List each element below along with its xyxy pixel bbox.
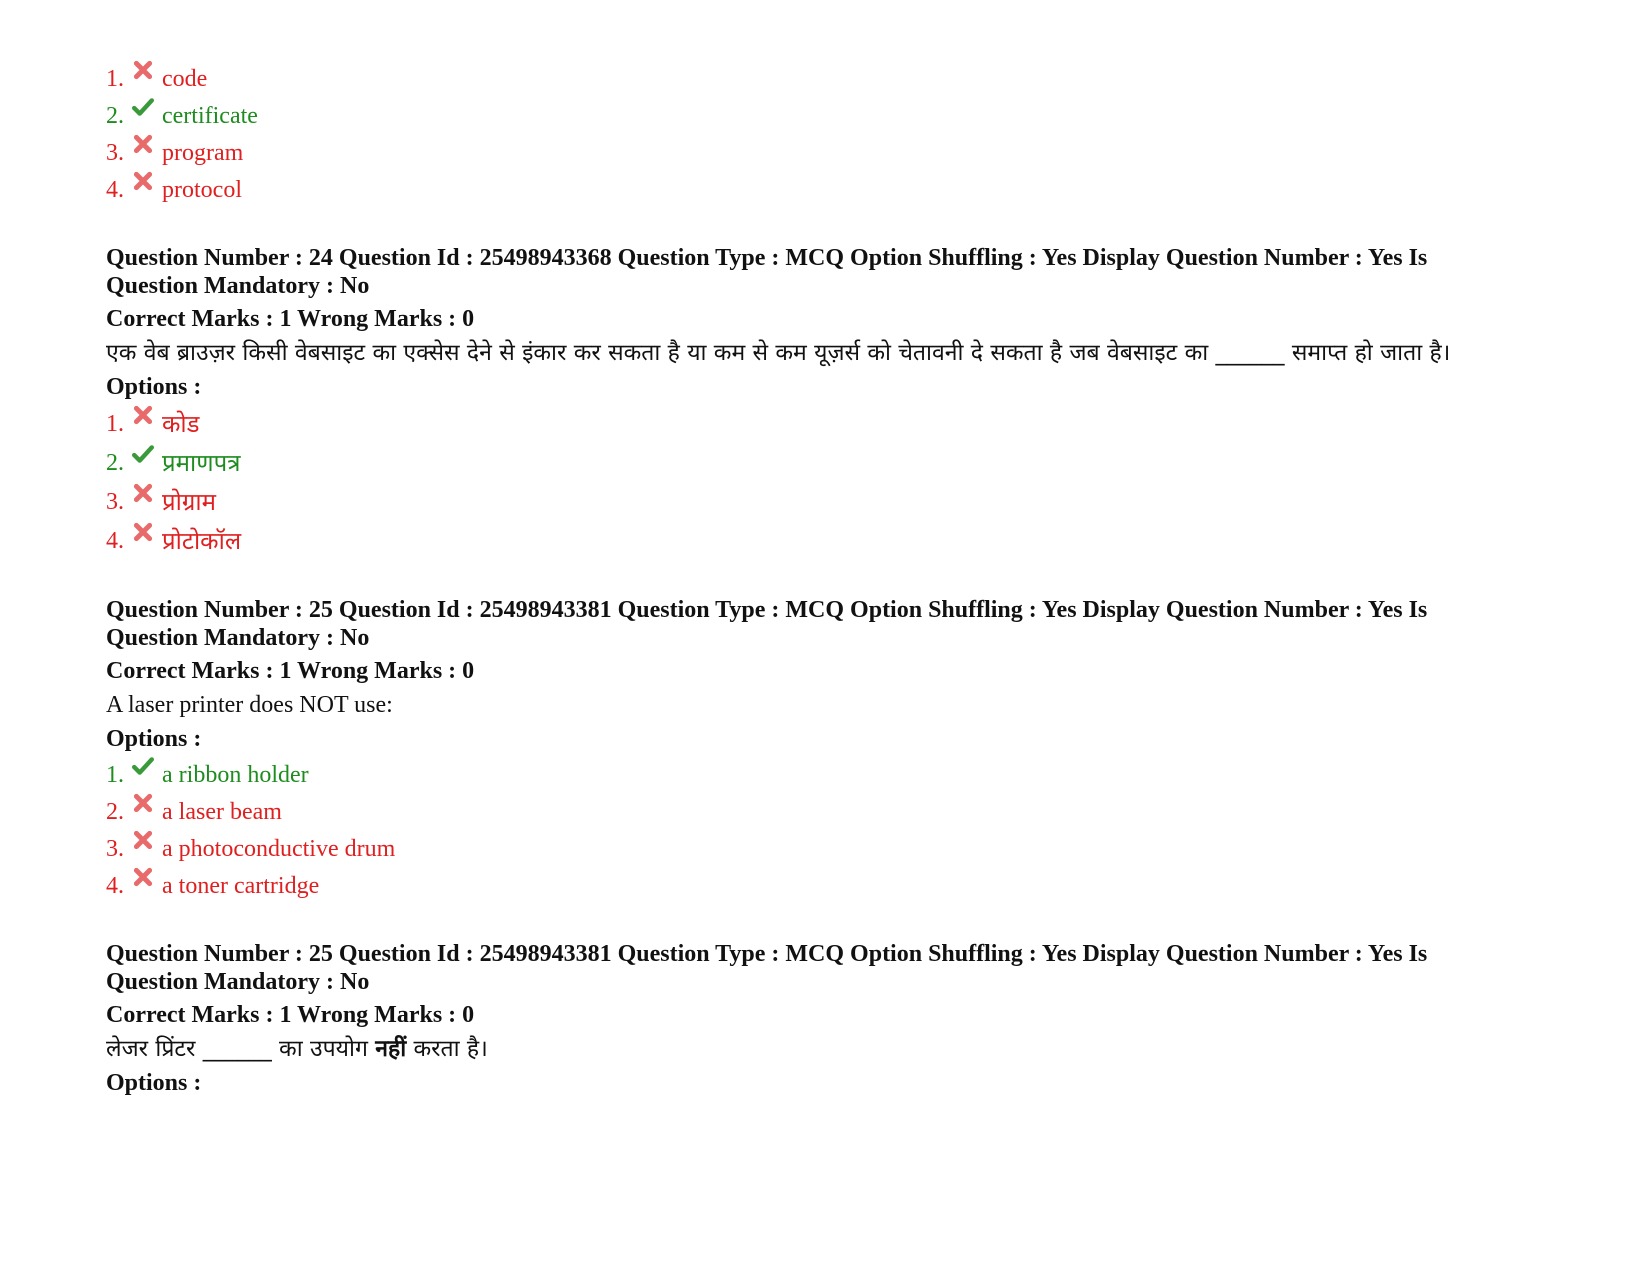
question-25-english [106, 596, 1566, 904]
question-marks: Correct Marks : 1 Wrong Marks : 0 [106, 1002, 475, 1028]
question-25-hindi [106, 940, 1566, 1098]
option-text: certificate [162, 102, 258, 129]
q23-options [106, 60, 1566, 208]
option-text: a ribbon holder [162, 761, 309, 788]
options-label: Options : [106, 374, 202, 400]
question-text-before: एक वेब ब्राउज़र किसी वेबसाइट का एक्सेस देने से इंकार कर सकता है या कम से कम यूज़र्स को चेतावनी दे सकता है जब वेबसाइट का [106, 340, 1209, 366]
option-text: a toner cartridge [162, 872, 320, 899]
cross-icon [132, 521, 162, 549]
question-text-after: समाप्त हो जाता है। [1291, 340, 1451, 366]
option-item [106, 867, 1566, 904]
option-item [106, 482, 1566, 521]
question-text [106, 337, 1546, 369]
option-item [106, 404, 1566, 443]
question-meta: Question Number : 25 Question Id : 25498943381 Question Type : MCQ Option Shuffling : Yes Display Question Number : Yes Is Question Mandatory : No [106, 941, 1428, 995]
question-text-after: करता है। [413, 1036, 488, 1062]
option-number: 2. [106, 449, 124, 476]
option-item [106, 134, 1566, 171]
option-item [106, 171, 1566, 208]
option-text: प्रोटोकॉल [162, 526, 242, 555]
q24-options [106, 404, 1566, 560]
option-item [106, 97, 1566, 134]
option-text: code [162, 65, 208, 92]
cross-icon [132, 829, 162, 857]
option-number: 1. [106, 65, 124, 92]
option-number: 4. [106, 872, 124, 899]
cross-icon [132, 482, 162, 510]
question-marks: Correct Marks : 1 Wrong Marks : 0 [106, 306, 475, 332]
document-content [106, 60, 1566, 1100]
option-number: 4. [106, 527, 124, 554]
question-marks: Correct Marks : 1 Wrong Marks : 0 [106, 658, 475, 684]
q25-en-options [106, 756, 1566, 904]
cross-icon [132, 170, 162, 198]
question-text [106, 1033, 1546, 1065]
option-number: 4. [106, 176, 124, 203]
option-item [106, 793, 1566, 830]
option-text: a photoconductive drum [162, 835, 396, 862]
options-label: Options : [106, 1070, 202, 1096]
option-text: कोड [162, 409, 200, 438]
option-number: 3. [106, 835, 124, 862]
cross-icon [132, 792, 162, 820]
option-text: प्रमाणपत्र [162, 448, 241, 477]
option-item [106, 756, 1566, 793]
question-blank: ______ [1215, 340, 1285, 366]
question-text-mid: का उपयोग [279, 1036, 368, 1062]
cross-icon [132, 866, 162, 894]
cross-icon [132, 59, 162, 87]
option-text: program [162, 139, 244, 166]
option-number: 2. [106, 102, 124, 129]
option-number: 3. [106, 488, 124, 515]
cross-icon [132, 133, 162, 161]
question-text-bold: नहीं [375, 1036, 407, 1062]
option-text: प्रोग्राम [162, 487, 216, 516]
option-number: 3. [106, 139, 124, 166]
check-icon [132, 755, 162, 783]
option-item [106, 60, 1566, 97]
option-number: 1. [106, 410, 124, 437]
option-text: protocol [162, 176, 242, 203]
check-icon [132, 443, 162, 471]
option-item [106, 443, 1566, 482]
question-text: A laser printer does NOT use: [106, 692, 393, 718]
question-24 [106, 244, 1566, 560]
cross-icon [132, 404, 162, 432]
option-number: 1. [106, 761, 124, 788]
option-item [106, 830, 1566, 867]
option-number: 2. [106, 798, 124, 825]
check-icon [132, 96, 162, 124]
question-meta: Question Number : 25 Question Id : 25498943381 Question Type : MCQ Option Shuffling : Yes Display Question Number : Yes Is Question Mandatory : No [106, 597, 1428, 651]
options-label: Options : [106, 726, 202, 752]
question-blank: ______ [202, 1036, 272, 1062]
question-text-before: लेजर प्रिंटर [106, 1036, 196, 1062]
question-meta: Question Number : 24 Question Id : 25498943368 Question Type : MCQ Option Shuffling : Yes Display Question Number : Yes Is Question Mandatory : No [106, 245, 1428, 299]
option-item [106, 521, 1566, 560]
option-text: a laser beam [162, 798, 282, 825]
